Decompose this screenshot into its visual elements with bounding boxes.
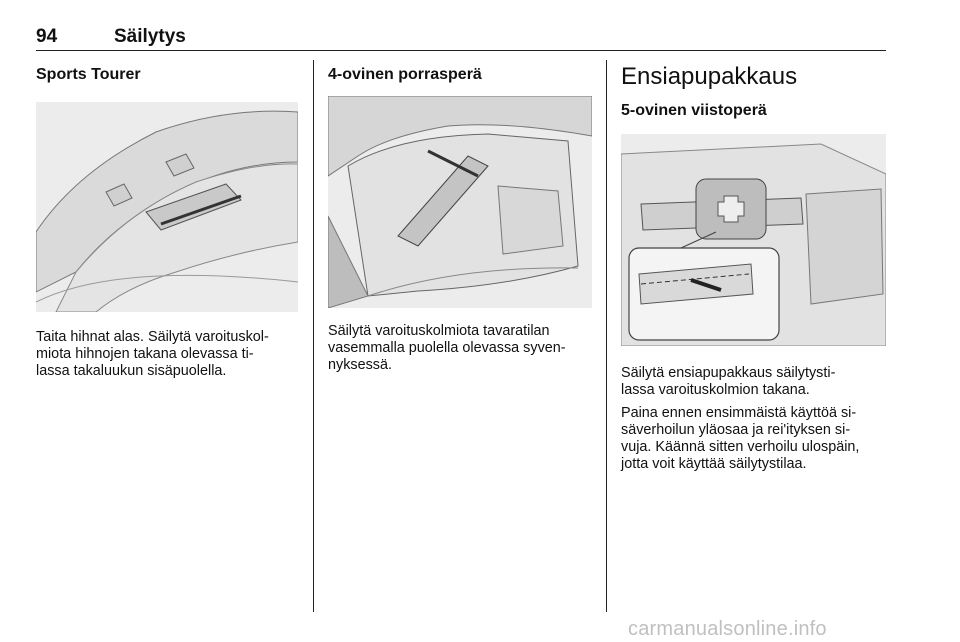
section-heading: 5-ovinen viistoperä: [621, 102, 767, 119]
main-heading: Ensiapupakkaus: [621, 63, 798, 90]
page-number: 94: [36, 26, 58, 47]
page-header: [36, 26, 886, 50]
column-sports-tourer: [36, 60, 298, 380]
column-divider: [606, 60, 607, 612]
column-first-aid: [621, 60, 886, 473]
section-heading: Sports Tourer: [36, 66, 141, 83]
tailgate-interior-illustration: [36, 102, 298, 312]
header-rule: [36, 50, 886, 51]
body-text: Säilytä varoituskolmiota tavaratilan vasemmalla puolella olevassa syven- nyksessä.: [328, 323, 566, 373]
body-text: Taita hihnat alas. Säilytä varoituskol- miota hihnojen takana olevassa ti- lassa takaluukun sisäpuolella.: [36, 329, 269, 379]
watermark: carmanualsonline.info: [628, 618, 827, 640]
body-text: Paina ennen ensimmäistä käyttöä si- säverhoilun yläosaa ja rei'ityksen si- vuja. Käännä sitten verhoilu ulospäin, jotta voit käyttää säilytystilaa.: [621, 405, 860, 472]
chapter-title: Säilytys: [114, 26, 186, 47]
trunk-warning-triangle-illustration: [328, 96, 592, 308]
column-divider: [313, 60, 314, 612]
first-aid-kit-illustration: [621, 134, 886, 346]
body-text: Säilytä ensiapupakkaus säilytysti- lassa varoituskolmion takana.: [621, 365, 836, 398]
column-sedan: [328, 60, 592, 374]
section-heading: 4-ovinen porrasperä: [328, 66, 482, 83]
